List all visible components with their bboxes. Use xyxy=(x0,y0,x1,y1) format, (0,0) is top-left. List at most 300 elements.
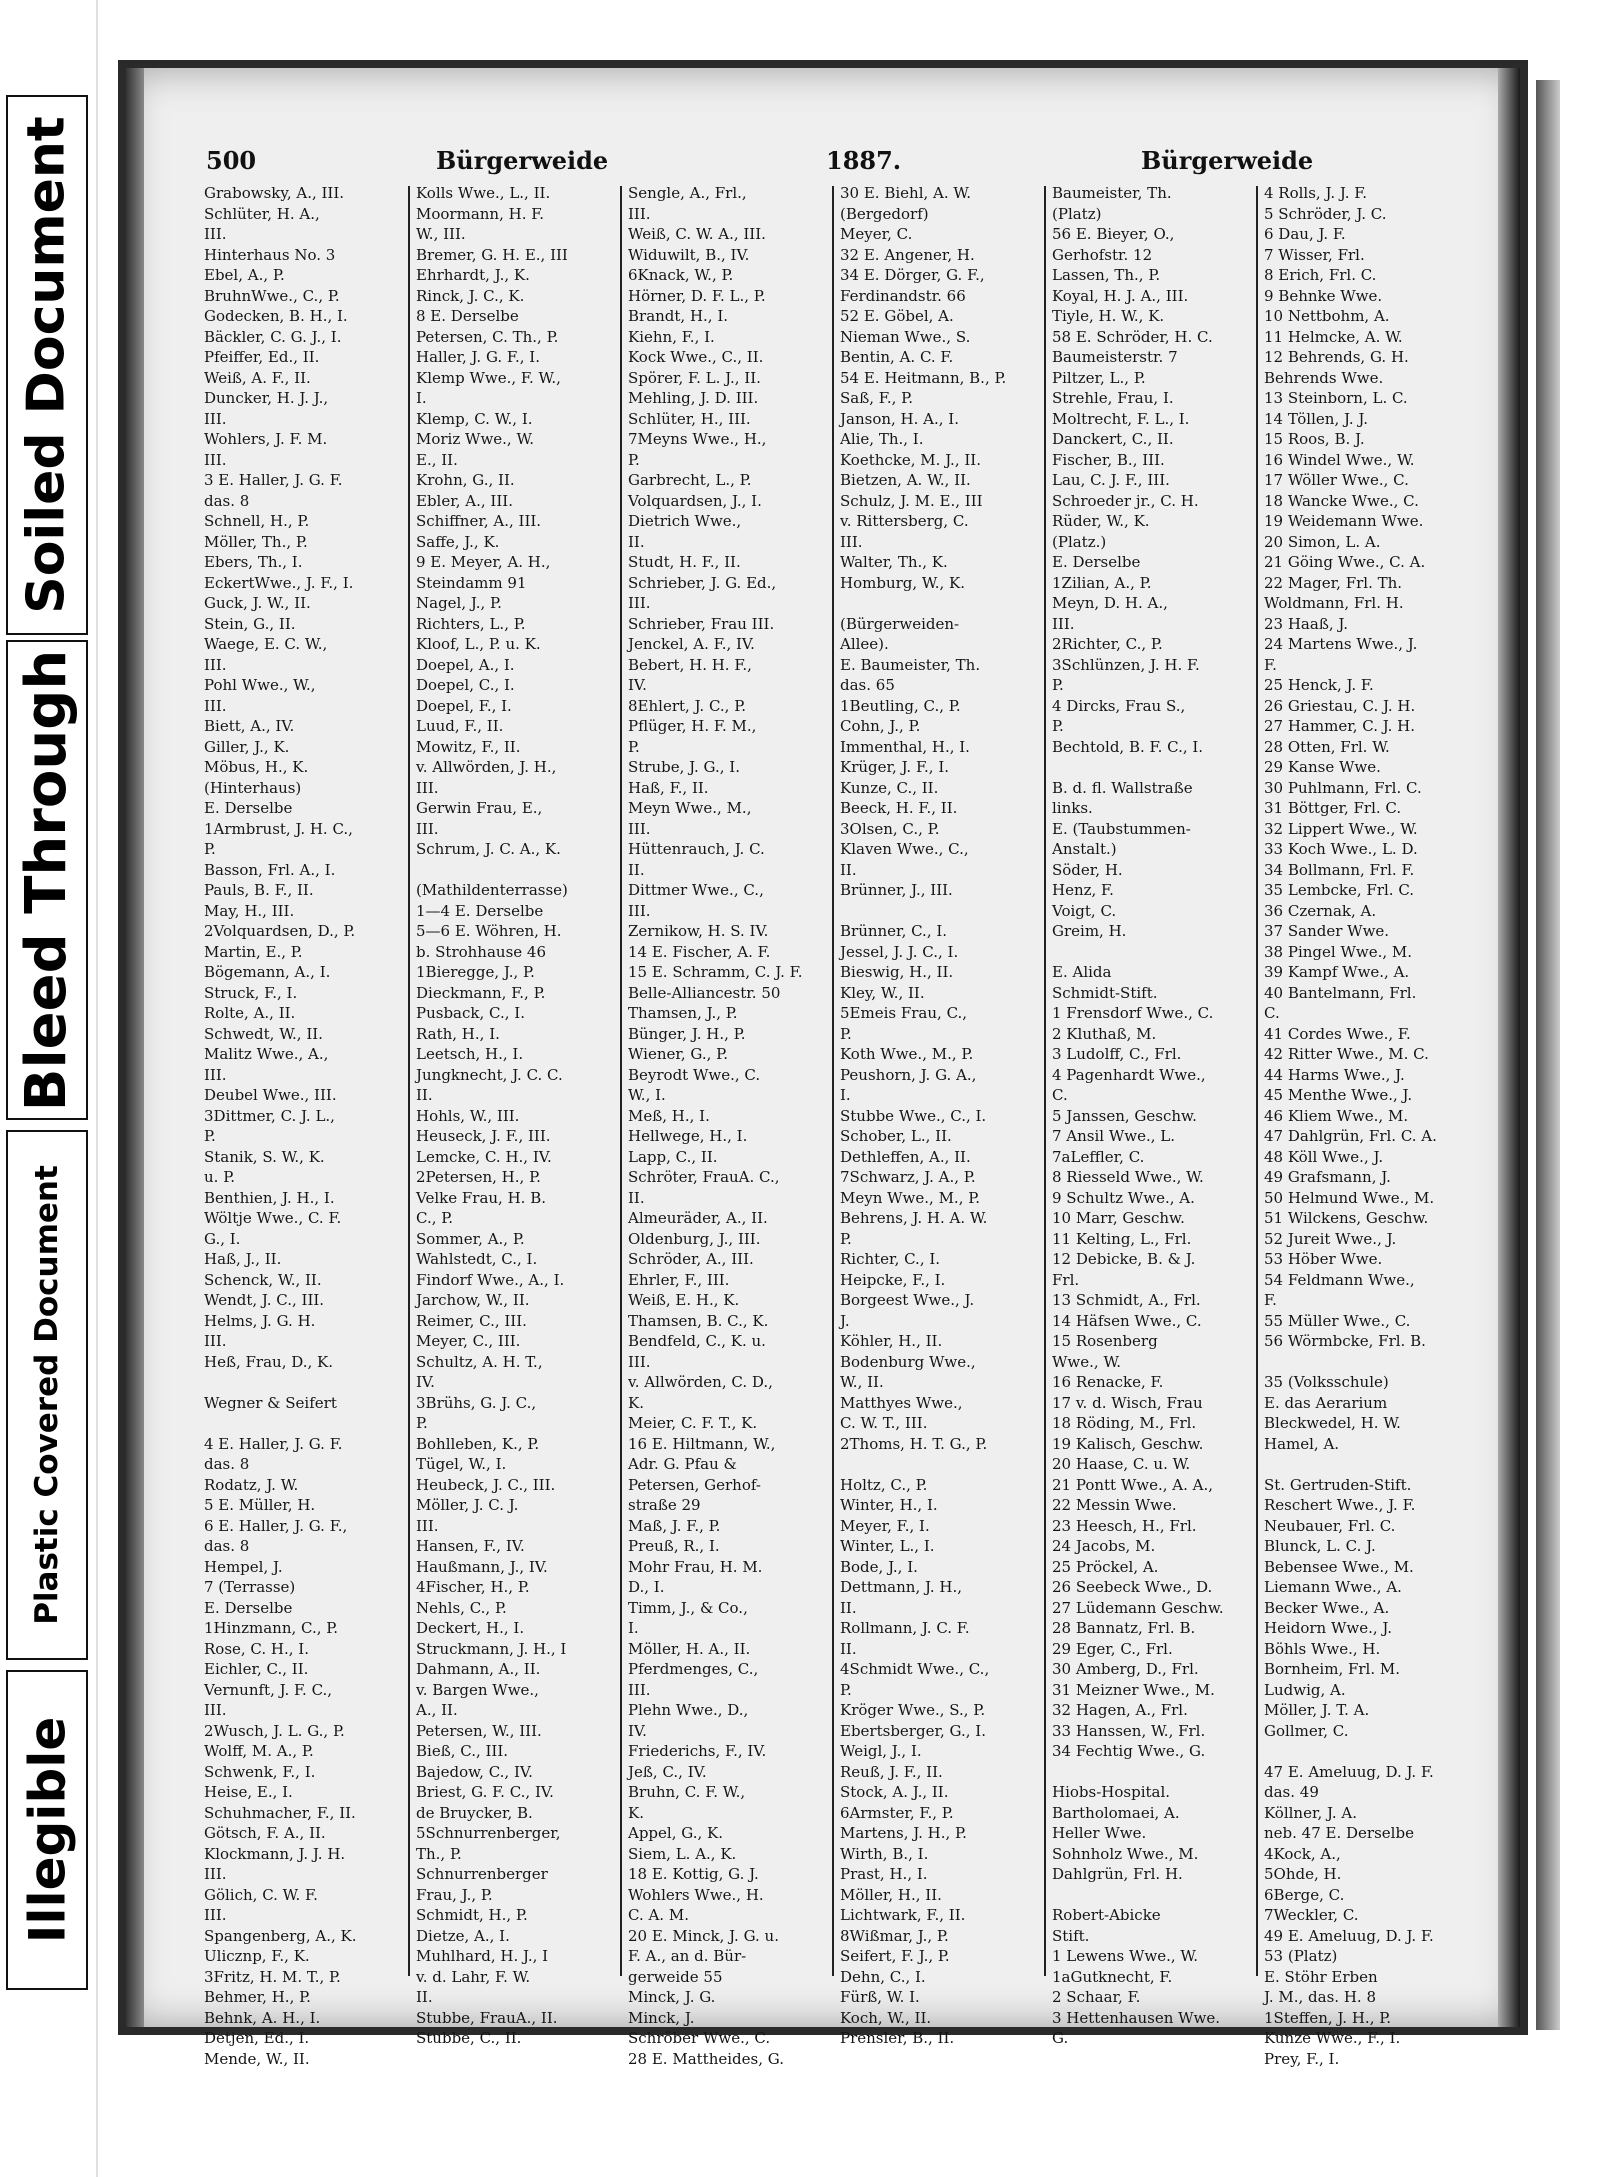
directory-entry: Schroeder jr., C. H. xyxy=(1052,491,1199,510)
directory-entry: Gerwin Frau, E., xyxy=(416,799,543,817)
directory-entry: Bentin, A. C. F. xyxy=(840,348,954,366)
directory-entry: Brünner, J., III. xyxy=(840,881,953,899)
directory-entry: F. xyxy=(1264,1291,1277,1309)
directory-entry: Bruhn, C. F. W., xyxy=(628,1783,746,1801)
directory-entry: II. xyxy=(628,860,645,879)
directory-entry: III. xyxy=(204,655,227,674)
directory-entry: Stanik, S. W., K. xyxy=(204,1147,325,1166)
directory-entry: 5 E. Müller, H. xyxy=(204,1496,316,1514)
directory-entry: Richters, L., P. xyxy=(416,614,526,633)
directory-entry: 52 Jureit Wwe., J. xyxy=(1264,1229,1397,1248)
directory-entry: 26 Seebeck Wwe., D. xyxy=(1052,1578,1213,1596)
directory-entry: F. xyxy=(1264,655,1277,674)
directory-entry: Rinck, J. C., K. xyxy=(416,286,525,305)
directory-column-6 xyxy=(1264,183,1464,2068)
directory-entry: Sommer, A., P. xyxy=(416,1229,525,1248)
directory-entry: das. 8 xyxy=(204,491,250,510)
directory-entry: Rose, C. H., I. xyxy=(204,1639,309,1658)
directory-entry: Muhlhard, H. J., I xyxy=(416,1947,549,1965)
directory-entry: Deckert, H., I. xyxy=(416,1619,525,1637)
directory-entry: 38 Pingel Wwe., M. xyxy=(1264,942,1413,961)
directory-entry: Deubel Wwe., III. xyxy=(204,1086,337,1104)
directory-entry: Wohlers, J. F. M. xyxy=(204,430,328,448)
directory-entry: Möbus, H., K. xyxy=(204,758,309,776)
directory-entry: 28 E. Mattheides, G. xyxy=(628,2049,784,2068)
directory-entry: Schwedt, W., II. xyxy=(204,1024,323,1043)
directory-entry: Heller Wwe. xyxy=(1052,1824,1147,1842)
directory-entry: III. xyxy=(204,696,227,715)
directory-entry: III. xyxy=(628,204,651,223)
directory-entry: Widuwilt, B., IV. xyxy=(628,245,750,264)
directory-entry: 31 Meizner Wwe., M. xyxy=(1052,1680,1215,1699)
directory-entry: III. xyxy=(628,1680,651,1699)
directory-entry: W., II. xyxy=(840,1373,884,1391)
directory-entry: May, H., III. xyxy=(204,901,295,920)
directory-entry: 3Brühs, G. J. C., xyxy=(416,1393,537,1412)
directory-entry: 14 Töllen, J. J. xyxy=(1264,409,1368,428)
directory-entry: 32 Lippert Wwe., W. xyxy=(1264,819,1418,838)
directory-entry: Pohl Wwe., W., xyxy=(204,676,316,694)
directory-entry: B. d. fl. Wallstraße xyxy=(1052,778,1193,797)
directory-entry: II. xyxy=(840,860,857,879)
directory-entry: E. (Taubstummen- xyxy=(1052,819,1191,838)
directory-entry: Möller, J. T. A. xyxy=(1264,1701,1370,1719)
directory-entry: Bögemann, A., I. xyxy=(204,963,331,981)
directory-entry: v. Allwörden, J. H., xyxy=(416,758,557,776)
directory-entry: 21 Göing Wwe., C. A. xyxy=(1264,553,1426,571)
directory-entry: Stubbe, FrauA., II. xyxy=(416,2008,558,2027)
directory-entry: C., P. xyxy=(416,1209,454,1227)
directory-entry: Grabowsky, A., III. xyxy=(204,184,345,202)
directory-entry: Haller, J. G. F., I. xyxy=(416,348,540,366)
directory-entry: Dettmann, J. H., xyxy=(840,1578,962,1596)
directory-entry: I. xyxy=(628,1619,639,1637)
directory-entry: Kunze Wwe., F., I. xyxy=(1264,2029,1401,2047)
directory-entry: 40 Bantelmann, Frl. xyxy=(1264,983,1417,1002)
directory-entry: Wegner & Seifert xyxy=(204,1393,337,1412)
directory-entry: Haß, F., II. xyxy=(628,778,709,797)
directory-entry: 30 Amberg, D., Frl. xyxy=(1052,1660,1199,1678)
directory-entry: K. xyxy=(628,1803,644,1822)
directory-entry: Thamsen, B. C., K. xyxy=(628,1311,769,1330)
directory-entry: I. xyxy=(840,1086,851,1104)
directory-entry xyxy=(1052,942,1250,963)
directory-entry: Baumeister, Th. xyxy=(1052,184,1172,202)
directory-entry: EckertWwe., J. F., I. xyxy=(204,573,354,592)
directory-entry: 6Armster, F., P. xyxy=(840,1803,954,1822)
directory-entry: 3Dittmer, C. J. L., xyxy=(204,1106,335,1125)
directory-entry: Stift. xyxy=(1052,1926,1090,1945)
directory-entry: (Platz) xyxy=(1052,204,1102,223)
directory-entry: Hohls, W., III. xyxy=(416,1106,520,1125)
directory-entry: III. xyxy=(204,1701,227,1719)
directory-entry: Kock Wwe., C., II. xyxy=(628,348,764,366)
directory-entry: Voigt, C. xyxy=(1052,901,1117,920)
directory-column-5 xyxy=(1052,183,1250,2047)
directory-entry: 8 Erich, Frl. C. xyxy=(1264,266,1377,284)
directory-entry: J. xyxy=(840,1311,850,1330)
directory-entry: IV. xyxy=(416,1373,435,1391)
year: 1887. xyxy=(826,146,902,175)
directory-entry: 1Bieregge, J., P. xyxy=(416,963,535,981)
directory-entry: P. xyxy=(840,1680,852,1699)
directory-entry: Neubauer, Frl. C. xyxy=(1264,1516,1396,1535)
directory-entry: 5Ohde, H. xyxy=(1264,1865,1342,1883)
directory-entry: 36 Czernak, A. xyxy=(1264,901,1377,920)
directory-entry: 5—6 E. Wöhren, H. xyxy=(416,922,562,940)
directory-entry: 1Hinzmann, C., P. xyxy=(204,1619,339,1637)
directory-entry: Weiß, C. W. A., III. xyxy=(628,225,766,243)
directory-entry: 4Kock, A., xyxy=(1264,1844,1341,1863)
column-divider xyxy=(1044,186,1046,1976)
directory-entry: Pfeiffer, Ed., II. xyxy=(204,348,320,366)
directory-entry: 9 E. Meyer, A. H., xyxy=(416,553,551,571)
directory-entry: E. Alida xyxy=(1052,963,1112,981)
directory-entry: Hinterhaus No. 3 xyxy=(204,245,336,264)
directory-entry: 9 Schultz Wwe., A. xyxy=(1052,1188,1195,1207)
directory-entry: 54 E. Heitmann, B., P. xyxy=(840,368,1007,387)
directory-entry: 6 E. Haller, J. G. F., xyxy=(204,1516,348,1535)
directory-entry: Wiener, G., P. xyxy=(628,1045,728,1063)
directory-entry: (Hinterhaus) xyxy=(204,778,302,797)
directory-entry: 42 Ritter Wwe., M. C. xyxy=(1264,1045,1429,1063)
directory-entry: 32 Hagen, A., Frl. xyxy=(1052,1701,1188,1719)
column-divider xyxy=(832,186,834,1976)
directory-entry: 4 Dircks, Frau S., xyxy=(1052,696,1186,715)
directory-entry: Bieswig, H., II. xyxy=(840,963,954,981)
directory-entry: Tügel, W., I. xyxy=(416,1455,507,1473)
directory-entry: III. xyxy=(416,819,439,838)
directory-entry: 13 Schmidt, A., Frl. xyxy=(1052,1291,1201,1309)
directory-entry: Heubeck, J. C., III. xyxy=(416,1475,556,1494)
directory-entry: Jeß, C., IV. xyxy=(628,1762,707,1781)
directory-entry: 24 Martens Wwe., J. xyxy=(1264,635,1418,653)
directory-entry: Ebler, A., III. xyxy=(416,491,513,510)
directory-entry: Guck, J. W., II. xyxy=(204,594,311,612)
directory-entry: 53 Höber Wwe. xyxy=(1264,1250,1383,1268)
directory-entry: BruhnWwe., C., P. xyxy=(204,286,340,305)
directory-entry: Basson, Frl. A., I. xyxy=(204,860,336,879)
directory-entry: Ferdinandstr. 66 xyxy=(840,286,966,305)
directory-entry: Spörer, F. L. J., II. xyxy=(628,368,761,387)
directory-entry: Mende, W., II. xyxy=(204,2049,310,2068)
directory-entry: 32 E. Angener, H. xyxy=(840,245,975,264)
directory-entry: 16 E. Hiltmann, W., xyxy=(628,1434,776,1453)
directory-entry: Weigl, J., I. xyxy=(840,1742,922,1760)
directory-entry: P. xyxy=(204,840,216,858)
directory-entry xyxy=(204,1413,402,1434)
directory-entry: 2Richter, C., P. xyxy=(1052,635,1163,653)
directory-entry: Peushorn, J. G. A., xyxy=(840,1065,977,1084)
directory-entry: P. xyxy=(840,1229,852,1248)
directory-entry: P. xyxy=(628,450,640,469)
directory-entry: 50 Helmund Wwe., M. xyxy=(1264,1188,1435,1207)
directory-entry: Schulz, J. M. E., III xyxy=(840,491,983,510)
directory-entry: b. Strohhause 46 xyxy=(416,942,546,961)
directory-entry: P. xyxy=(628,737,640,756)
directory-entry: Strube, J. G., I. xyxy=(628,758,740,776)
directory-entry: 24 Jacobs, M. xyxy=(1052,1537,1156,1555)
directory-entry: 14 E. Fischer, A. F. xyxy=(628,942,771,961)
directory-entry: 30 Puhlmann, Frl. C. xyxy=(1264,778,1422,797)
directory-entry: W., I. xyxy=(628,1086,666,1104)
directory-entry: u. P. xyxy=(204,1168,236,1186)
directory-entry: Rüder, W., K. xyxy=(1052,512,1150,530)
directory-entry: 8Wißmar, J., P. xyxy=(840,1926,949,1945)
directory-entry: Ulicznp, F., K. xyxy=(204,1947,310,1965)
directory-entry: Petersen, C. Th., P. xyxy=(416,327,559,346)
directory-entry: (Mathildenterrasse) xyxy=(416,881,568,899)
directory-entry: J. M., das. H. 8 xyxy=(1264,1988,1376,2006)
directory-entry: 5Emeis Frau, C., xyxy=(840,1004,968,1022)
directory-entry: Seifert, F. J., P. xyxy=(840,1947,950,1965)
directory-entry: 18 Wancke Wwe., C. xyxy=(1264,491,1419,510)
directory-entry: Pusback, C., I. xyxy=(416,1004,525,1022)
directory-entry: 25 Pröckel, A. xyxy=(1052,1557,1159,1576)
directory-entry: Möller, Th., P. xyxy=(204,532,308,551)
directory-entry: Fürß, W. I. xyxy=(840,1988,920,2006)
directory-entry: Klemp, C. W., I. xyxy=(416,409,533,428)
directory-entry: 25 Henck, J. F. xyxy=(1264,676,1374,694)
directory-entry: Walter, Th., K. xyxy=(840,553,948,571)
directory-entry: Adr. G. Pfau & xyxy=(628,1455,737,1473)
directory-entry: neb. 47 E. Derselbe xyxy=(1264,1824,1414,1842)
directory-entry: Baumeisterstr. 7 xyxy=(1052,348,1178,366)
directory-entry: Hörner, D. F. L., P. xyxy=(628,286,766,305)
directory-entry: 58 E. Schröder, H. C. xyxy=(1052,327,1213,346)
directory-entry xyxy=(840,901,1038,922)
directory-entry: Pauls, B. F., II. xyxy=(204,881,314,899)
directory-entry: III. xyxy=(204,1906,227,1924)
directory-entry: Meß, H., I. xyxy=(628,1106,710,1125)
directory-entry: Allee). xyxy=(840,635,889,653)
directory-entry: Bieß, C., III. xyxy=(416,1742,509,1760)
directory-entry: 16 Renacke, F. xyxy=(1052,1373,1164,1391)
directory-entry: Dittmer Wwe., C., xyxy=(628,881,764,899)
directory-entry: I. xyxy=(416,389,427,407)
directory-entry: III. xyxy=(628,819,651,838)
directory-entry: das. 8 xyxy=(204,1455,250,1473)
directory-entry: Schmidt-Stift. xyxy=(1052,983,1158,1002)
directory-entry: Duncker, H. J. J., xyxy=(204,389,329,407)
directory-entry: Lassen, Th., P. xyxy=(1052,266,1161,284)
directory-entry: 2Petersen, H., P. xyxy=(416,1168,541,1186)
directory-entry: Saffe, J., K. xyxy=(416,532,500,551)
directory-entry: 33 Hanssen, W., Frl. xyxy=(1052,1721,1206,1740)
directory-entry: 46 Kliem Wwe., M. xyxy=(1264,1106,1409,1125)
directory-entry: 30 E. Biehl, A. W. xyxy=(840,184,971,202)
directory-entry: Heidorn Wwe., J. xyxy=(1264,1619,1393,1637)
directory-entry: III. xyxy=(1052,614,1075,633)
directory-entry: Briest, G. F. C., IV. xyxy=(416,1783,554,1801)
directory-entry: III. xyxy=(204,1332,227,1350)
directory-entry: Dieckmann, F., P. xyxy=(416,983,546,1002)
directory-entry xyxy=(840,1454,1038,1475)
directory-entry: Pferdmenges, C., xyxy=(628,1660,759,1678)
directory-entry: Velke Frau, H. B. xyxy=(416,1188,546,1207)
directory-entry: Schrieber, J. G. Ed., xyxy=(628,573,777,592)
directory-entry: Nieman Wwe., S. xyxy=(840,327,971,346)
directory-entry: IV. xyxy=(628,1721,647,1740)
directory-entry: D., I. xyxy=(628,1578,665,1596)
directory-entry: A., II. xyxy=(416,1701,458,1719)
directory-entry: III. xyxy=(416,1516,439,1535)
directory-entry: Möller, J. C. J. xyxy=(416,1496,519,1514)
directory-entry: III. xyxy=(628,594,651,612)
directory-entry: 5 Janssen, Geschw. xyxy=(1052,1106,1197,1125)
directory-entry: Behnk, A. H., I. xyxy=(204,2008,321,2027)
directory-entry: Hiobs-Hospital. xyxy=(1052,1783,1171,1801)
directory-entry: Siem, L. A., K. xyxy=(628,1844,737,1863)
directory-entry: Dehn, C., I. xyxy=(840,1967,926,1986)
directory-entry: Greim, H. xyxy=(1052,922,1127,940)
directory-entry: Weiß, E. H., K. xyxy=(628,1291,740,1309)
directory-entry: Bebensee Wwe., M. xyxy=(1264,1557,1414,1576)
directory-entry: Meier, C. F. T., K. xyxy=(628,1414,758,1432)
directory-entry: Meyer, C., III. xyxy=(416,1332,521,1350)
directory-entry xyxy=(840,593,1038,614)
directory-entry: Giller, J., K. xyxy=(204,737,290,756)
directory-entry: 39 Kampf Wwe., A. xyxy=(1264,963,1410,981)
column-divider xyxy=(1256,186,1258,1976)
directory-entry: G. xyxy=(1052,2029,1069,2047)
page-binding-edge xyxy=(126,68,144,2027)
directory-entry: 13 Steinborn, L. C. xyxy=(1264,389,1408,407)
directory-entry: 10 Marr, Geschw. xyxy=(1052,1209,1185,1227)
directory-entry: v. Allwörden, C. D., xyxy=(628,1373,773,1391)
directory-entry: 6Knack, W., P. xyxy=(628,266,734,284)
directory-entry: Ebertsberger, G., I. xyxy=(840,1721,986,1740)
directory-entry: Heuseck, J. F., III. xyxy=(416,1127,551,1145)
directory-entry: Kröger Wwe., S., P. xyxy=(840,1701,986,1719)
directory-entry xyxy=(416,860,614,881)
directory-entry: Gölich, C. W. F. xyxy=(204,1885,318,1904)
directory-entry: 1Steffen, J. H., P. xyxy=(1264,2008,1392,2027)
directory-entry: Wolff, M. A., P. xyxy=(204,1742,314,1760)
directory-entry: Spangenberg, A., K. xyxy=(204,1926,357,1945)
directory-entry: Martin, E., P. xyxy=(204,942,303,961)
directory-entry: Krüger, J. F., I. xyxy=(840,758,950,776)
directory-entry: 48 Köll Wwe., J. xyxy=(1264,1147,1384,1166)
directory-entry: Wwe., W. xyxy=(1052,1352,1122,1371)
directory-entry: III. xyxy=(840,532,863,551)
directory-entry: das. 65 xyxy=(840,676,895,694)
directory-entry: Kloof, L., P. u. K. xyxy=(416,635,541,653)
directory-entry: 6 Dau, J. F. xyxy=(1264,225,1346,243)
directory-entry: Prast, H., I. xyxy=(840,1865,928,1883)
directory-entry: Haußmann, J., IV. xyxy=(416,1557,548,1576)
directory-entry: II. xyxy=(628,1188,645,1207)
directory-entry: 12 Behrends, G. H. xyxy=(1264,348,1409,366)
directory-entry: Godecken, B. H., I. xyxy=(204,307,348,325)
directory-entry: Liemann Wwe., A. xyxy=(1264,1578,1402,1596)
directory-entry: 7Schwarz, J. A., P. xyxy=(840,1168,976,1186)
directory-entry: Behrens, J. H. A. W. xyxy=(840,1209,988,1227)
directory-entry: Henz, F. xyxy=(1052,881,1114,899)
directory-entry: 28 Otten, Frl. W. xyxy=(1264,737,1390,756)
directory-entry: 1aGutknecht, F. xyxy=(1052,1967,1173,1986)
directory-entry: Heß, Frau, D., K. xyxy=(204,1352,334,1371)
directory-entry: Doepel, A., I. xyxy=(416,655,515,674)
page-number: 500 xyxy=(206,146,257,175)
directory-entry: Matthyes Wwe., xyxy=(840,1393,963,1412)
soiled-document-label: Soiled Document xyxy=(6,95,88,635)
directory-entry: K. xyxy=(628,1393,644,1412)
directory-entry: 8Ehlert, J. C., P. xyxy=(628,696,747,715)
directory-entry: Gollmer, C. xyxy=(1264,1721,1349,1740)
directory-entry: Sengle, A., Frl., xyxy=(628,184,747,202)
directory-entry: Bietzen, A. W., II. xyxy=(840,471,971,489)
directory-entry: Sohnholz Wwe., M. xyxy=(1052,1844,1199,1863)
directory-entry: Holtz, C., P. xyxy=(840,1475,928,1494)
directory-entry: Kley, W., II. xyxy=(840,983,925,1002)
directory-entry: Reuß, J. F., II. xyxy=(840,1762,943,1781)
directory-entry: Söder, H. xyxy=(1052,860,1123,879)
directory-entry: Woldmann, Frl. H. xyxy=(1264,594,1404,612)
page-header xyxy=(206,146,1460,186)
directory-entry: P. xyxy=(1052,676,1064,694)
directory-entry: 16 Windel Wwe., W. xyxy=(1264,450,1415,469)
directory-entry: Bendfeld, C., K. u. xyxy=(628,1332,766,1350)
directory-entry: das. 49 xyxy=(1264,1783,1319,1801)
directory-entry: Koyal, H. J. A., III. xyxy=(1052,286,1189,305)
directory-entry: Köllner, J. A. xyxy=(1264,1803,1358,1822)
adjacent-page-edge xyxy=(1528,0,1600,2177)
directory-entry: Wendt, J. C., III. xyxy=(204,1291,325,1309)
directory-entry: II. xyxy=(416,1988,433,2006)
directory-entry: 17 v. d. Wisch, Frau xyxy=(1052,1393,1203,1412)
directory-entry: Petersen, Gerhof- xyxy=(628,1475,761,1494)
directory-entry: C. W. T., III. xyxy=(840,1414,928,1432)
directory-entry: Rollmann, J. C. F. xyxy=(840,1619,970,1637)
directory-entry: Plehn Wwe., D., xyxy=(628,1701,749,1719)
directory-entry: de Bruycker, B. xyxy=(416,1803,533,1822)
directory-entry: Lemcke, C. H., IV. xyxy=(416,1147,552,1166)
directory-entry: 56 E. Bieyer, O., xyxy=(1052,225,1175,243)
directory-entry: Jungknecht, J. C. C. xyxy=(416,1065,563,1084)
directory-entry: Minck, J. G. xyxy=(628,1988,716,2006)
directory-entry: Brandt, H., I. xyxy=(628,307,729,325)
directory-entry: Biett, A., IV. xyxy=(204,717,295,735)
directory-entry: 7 (Terrasse) xyxy=(204,1578,296,1596)
directory-entry: Vernunft, J. F. C., xyxy=(204,1680,333,1699)
directory-entry: 8 E. Derselbe xyxy=(416,307,519,325)
directory-entry: E., II. xyxy=(416,450,458,469)
directory-entry: Schwenk, F., I. xyxy=(204,1762,316,1781)
directory-entry: 22 Mager, Frl. Th. xyxy=(1264,573,1403,592)
directory-entry: C. A. M. xyxy=(628,1906,689,1924)
directory-entry: 37 Sander Wwe. xyxy=(1264,922,1390,940)
directory-entry: Pflüger, H. F. M., xyxy=(628,717,757,735)
directory-entry: Schmidt, H., P. xyxy=(416,1906,528,1924)
directory-entry: IV. xyxy=(628,676,647,694)
directory-entry: W., III. xyxy=(416,225,466,243)
directory-entry: Rolte, A., II. xyxy=(204,1004,296,1022)
directory-entry: 8 Riesseld Wwe., W. xyxy=(1052,1168,1204,1186)
directory-entry: Moriz Wwe., W. xyxy=(416,430,535,448)
directory-entry xyxy=(1264,1352,1464,1373)
directory-entry: 2Thoms, H. T. G., P. xyxy=(840,1434,988,1453)
directory-entry: 2Wusch, J. L. G., P. xyxy=(204,1721,345,1740)
directory-entry: 53 (Platz) xyxy=(1264,1947,1338,1965)
directory-entry: Schultz, A. H. T., xyxy=(416,1352,543,1371)
directory-entry: P. xyxy=(840,1024,852,1043)
directory-entry: Bleckwedel, H. W. xyxy=(1264,1414,1401,1432)
directory-entry: Lapp, C., II. xyxy=(628,1147,718,1166)
directory-entry: Rodatz, J. W. xyxy=(204,1475,299,1494)
directory-entry: Koethcke, M. J., II. xyxy=(840,450,981,469)
directory-entry: Alie, Th., I. xyxy=(840,430,924,448)
